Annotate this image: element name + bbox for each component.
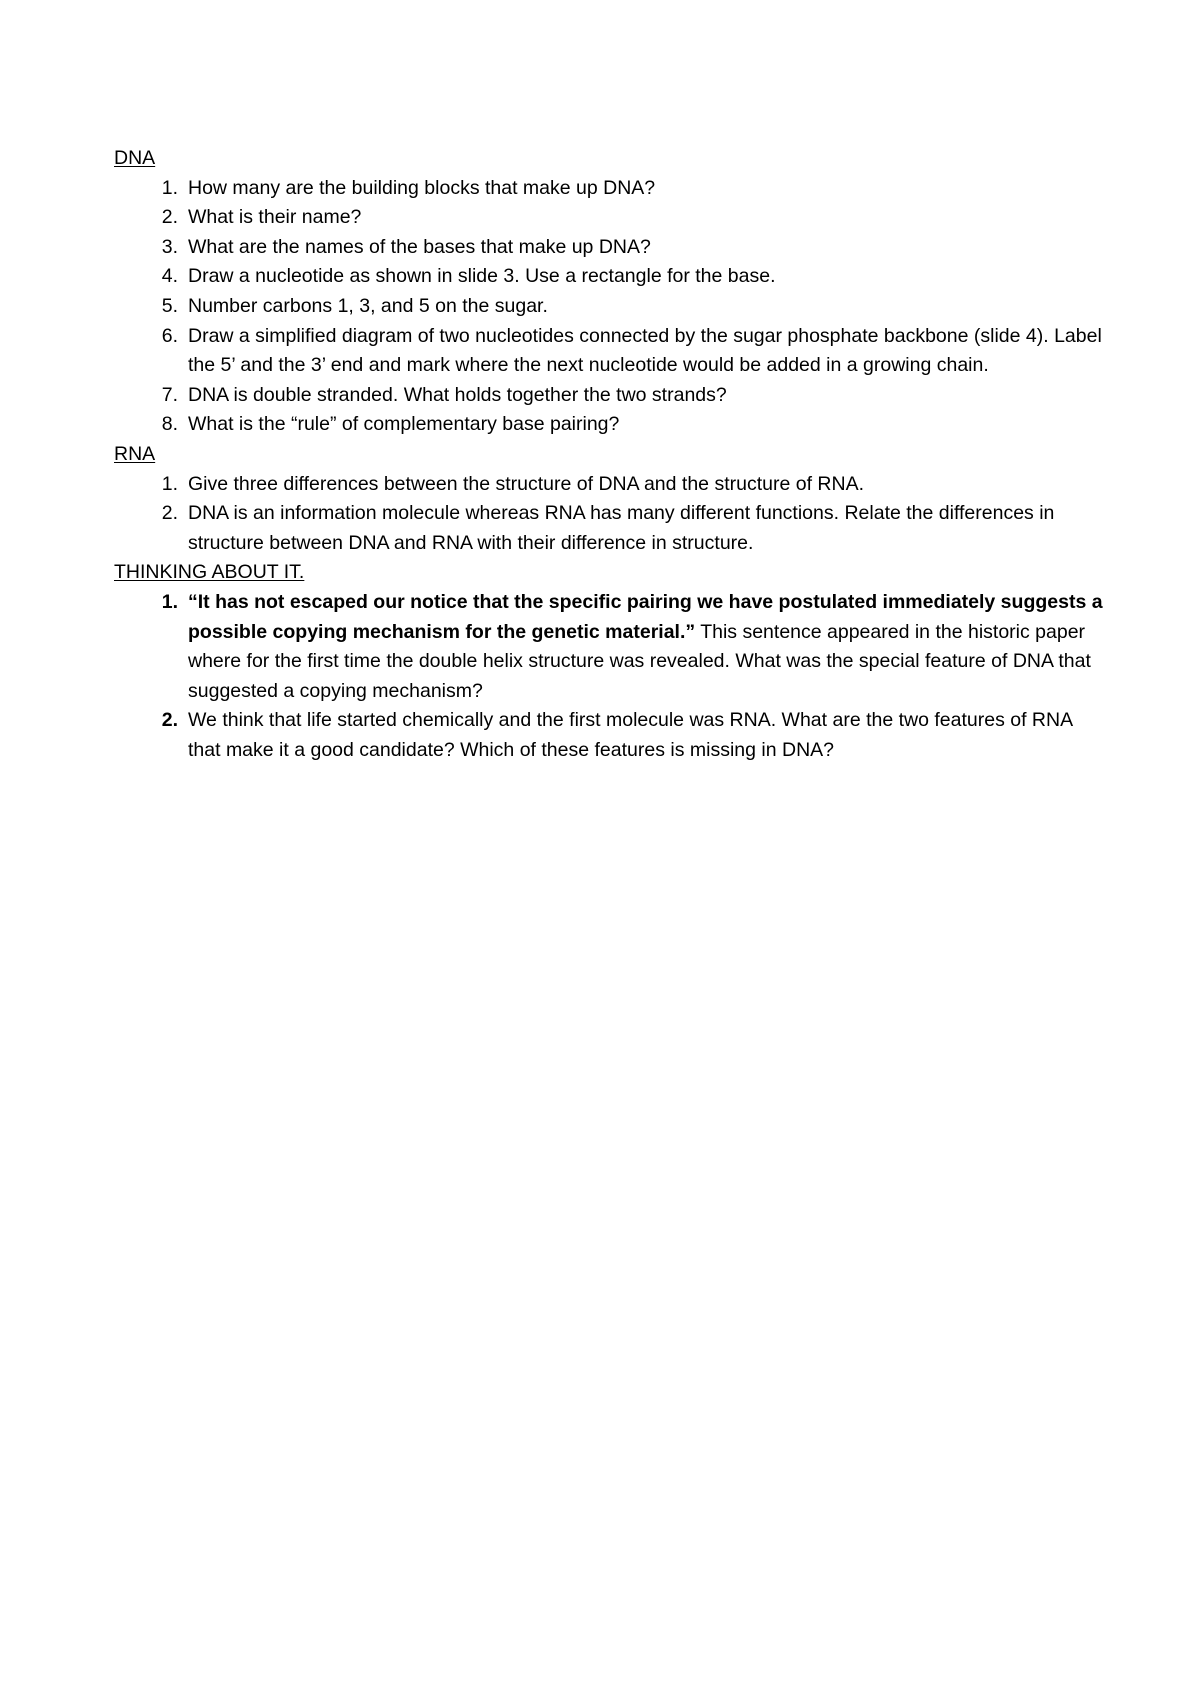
question-text: Number carbons 1, 3, and 5 on the sugar.	[188, 294, 548, 317]
section-heading-dna: DNA	[114, 147, 156, 169]
question-text: Draw a simplified diagram of two nucleotides connected by the sugar phosphate backbone (slide 4). Label the 5’ and the 3’ end and mark where the next nucleotide would be added in a growing chain.	[188, 324, 1102, 377]
item-number: 3.	[161, 235, 178, 258]
list-item	[114, 470, 1104, 500]
question-text: DNA is double stranded. What holds together the two strands?	[188, 383, 727, 406]
worksheet-page	[114, 144, 1104, 765]
item-number: 2.	[161, 502, 178, 525]
list-item	[114, 262, 1104, 292]
question-text: Give three differences between the structure of DNA and the structure of RNA.	[188, 472, 864, 495]
list-item	[114, 499, 1104, 558]
list-item	[114, 233, 1104, 263]
quotation-text: “It has not escaped our notice that the specific pairing we have postulated immediately suggests a possible copying mechanism for the genetic material.”	[188, 590, 1103, 643]
list-item	[114, 322, 1104, 381]
question-text: What are the names of the bases that make up DNA?	[188, 235, 651, 258]
list-item	[114, 292, 1104, 322]
thinking-question-list	[114, 588, 1104, 766]
dna-question-list	[114, 174, 1104, 440]
question-body: This sentence appeared in the historic paper where for the first time the double helix structure was revealed. What was the special feature of DNA that suggested a copying mechanism?	[188, 620, 1091, 702]
rna-question-list	[114, 470, 1104, 559]
section-heading-rna: RNA	[114, 442, 156, 465]
list-item	[114, 706, 1104, 765]
question-text: How many are the building blocks that make up DNA?	[188, 176, 656, 199]
item-number: 6.	[161, 324, 178, 347]
item-number: 1.	[161, 590, 178, 613]
item-number: 4.	[161, 265, 178, 288]
list-item	[114, 588, 1104, 706]
item-number: 8.	[161, 413, 178, 436]
list-item	[114, 203, 1104, 233]
question-text: DNA is an information molecule whereas RNA has many different functions. Relate the differences in structure between DNA and RNA with their difference in structure.	[188, 502, 1055, 554]
question-text: Draw a nucleotide as shown in slide 3. Use a rectangle for the base.	[188, 265, 776, 288]
question-text: What is their name?	[188, 206, 362, 229]
item-number: 7.	[161, 383, 178, 406]
item-number: 1.	[161, 472, 178, 495]
list-item	[114, 381, 1104, 411]
list-item	[114, 410, 1104, 440]
item-number: 2.	[161, 709, 178, 732]
question-text	[188, 588, 1104, 706]
list-item	[114, 174, 1104, 204]
question-text: What is the “rule” of complementary base pairing?	[188, 413, 620, 436]
item-number: 2.	[161, 206, 178, 229]
question-text: We think that life started chemically and the first molecule was RNA. What are the two features of RNA that make it a good candidate? Which of these features is missing in DNA?	[188, 709, 1073, 761]
item-number: 5.	[161, 294, 178, 317]
section-heading-thinking: THINKING ABOUT IT.	[114, 561, 305, 584]
item-number: 1.	[161, 176, 178, 199]
